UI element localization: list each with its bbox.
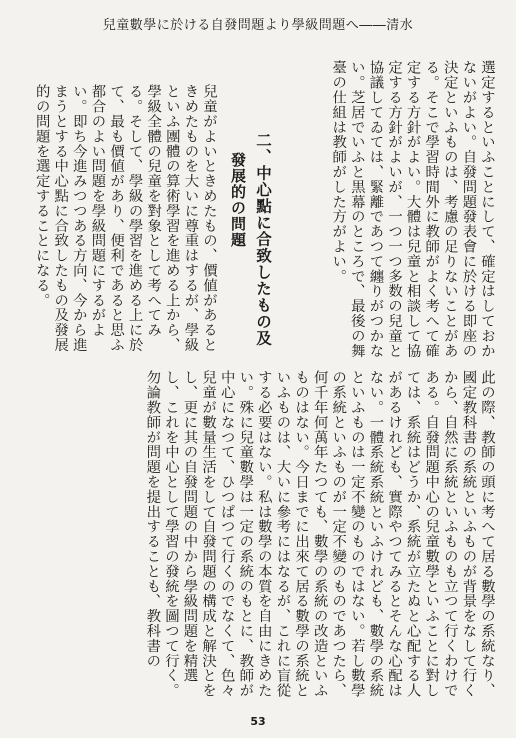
section-heading: 二、中心點に合致したもの及: [254, 132, 272, 347]
upper-left-text: 兒童がよいときめたもの、價値があるときめたものを大いに尊重はするが、學級といふ團體の算術學習を進める上から、學級全體の兒童を對象として考へてみる。そして、學級の學習を進める上に於て、最も價値があり、便利であると思ふ都合のよい問題を學級問題にするがよい。即ち今進みつつある方向、今から進まうとする中心點に合致したもの及發展的の問題を選定することになる。: [33, 84, 217, 353]
upper-right-text: 選定するといふことにして、確定はしておかないがよい。自發問題發表會に於ける即座の決定といふものは、考慮の足りないことがある。そこで學習時間外に教師がよく考へて確定する方針がよい。大體は兒童と相談して協定する方針がよいが、一つ一つ多数の兒童と協議してゐては、緊離であつて纏りがつかない。芝居でいふと黒幕のところで、最後の舞臺の仕組は教師がした方がよい。: [330, 60, 495, 358]
section-subheading: 發展的の問題: [229, 152, 247, 248]
lower-text: 此の際、教師の頭に考へて居る數學の系統なり、國定教科書の系統といふものが背景をなして行くから、自然に系統といふものも立つて行くわけである。自發問題中心の兒童數學といふことに對しては、系統はどうか、系統が立たぬと心配する人があるけれども、實際やつてみるとそんな心配はない。一體系統系統といふけれども、數學の系統といふものは一定不變のものではない。若し數學の系統といふものが一定不變のものであつたら、何千年何萬年たつても、數學の系統の改造といふものはない。今日までに出來て居る數學の系統といふものは、大いに參考にはなるが、これに盲從する必要はない。私は數學の本質を自由にきめたい。殊に兒童數學は一定の系統のもとに、教師が中心になつて、ひつぱつて行くのでなくて、色々兒童が數量生活をして自發問題の構成と解決とをし、更に其の自發問題の中から學級問題を精選し、これを中心として學習の發統を圖つて行く。勿論教師が問題を提出することも、教科書の: [144, 370, 495, 698]
running-head: 兒童數學に於ける自發問題より學級問題へ――清水: [102, 18, 414, 33]
page-number: 53: [250, 715, 266, 728]
